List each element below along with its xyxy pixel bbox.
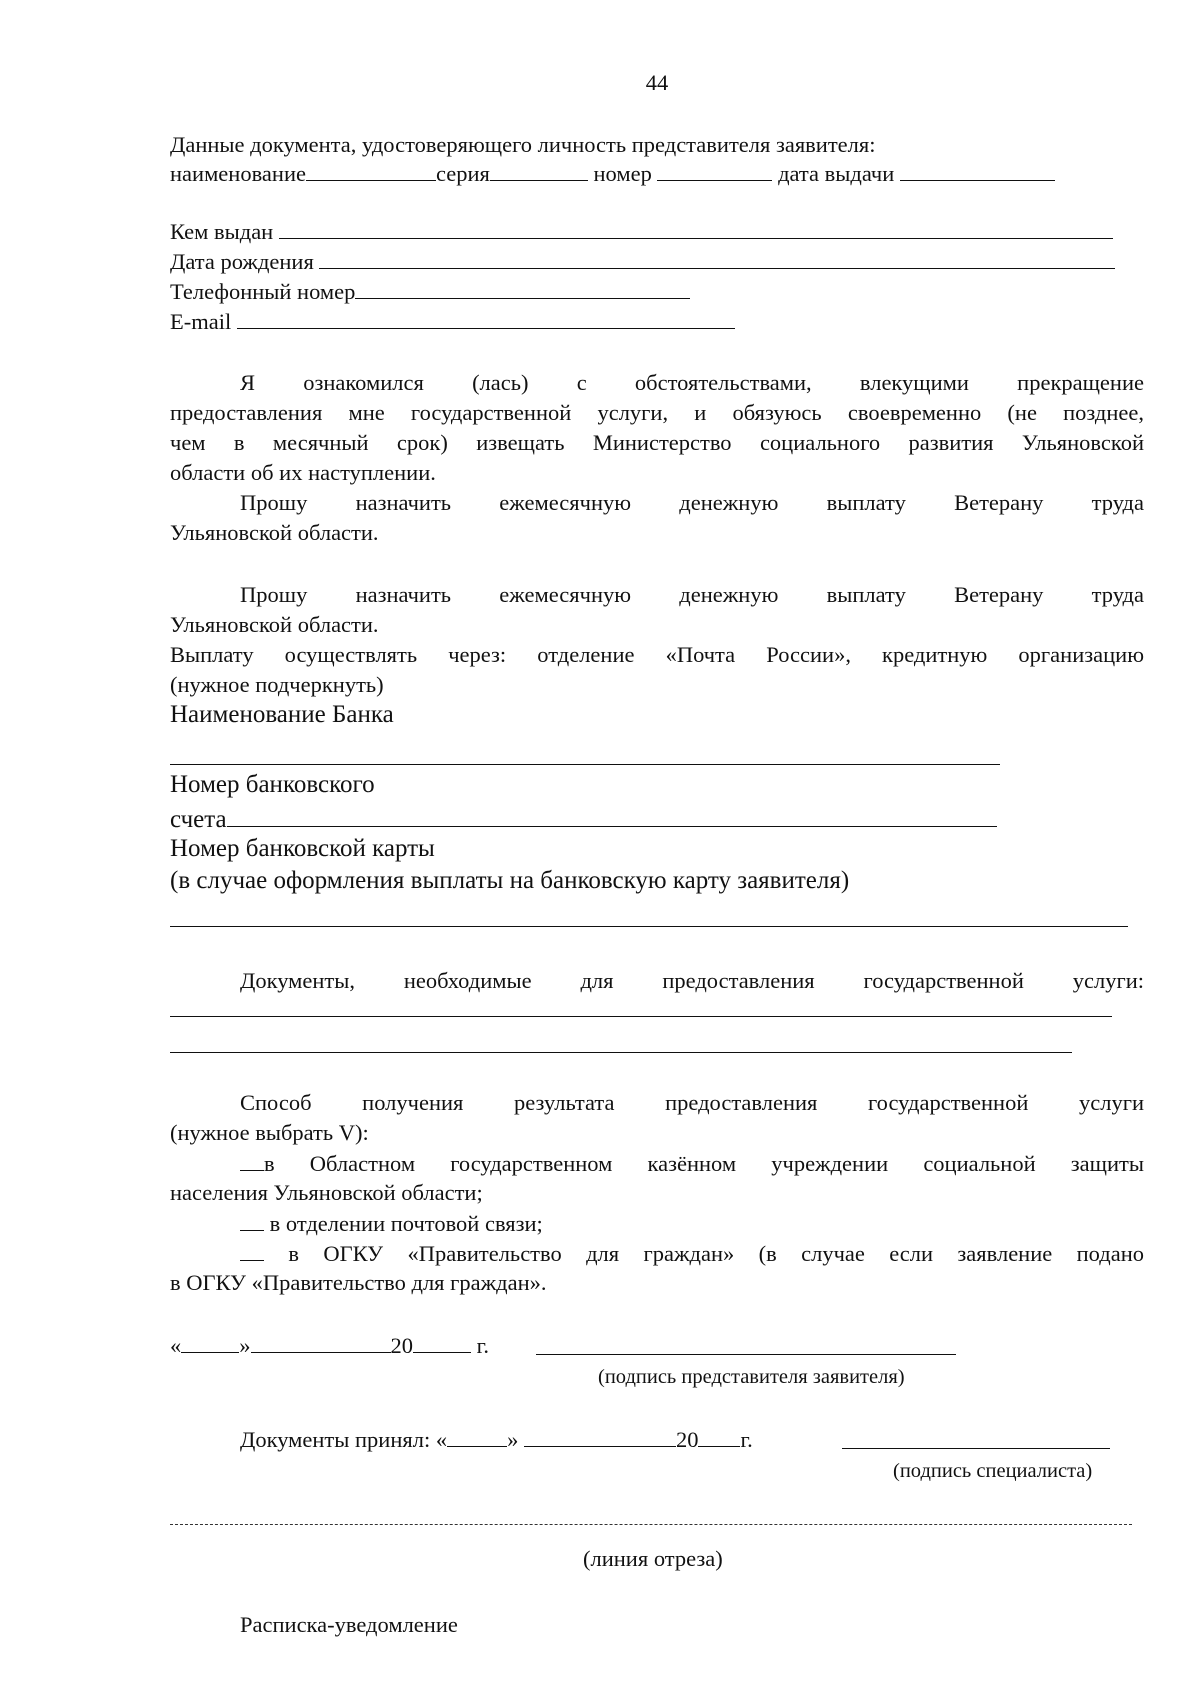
specialist-label: Документы принял: «: [240, 1427, 448, 1452]
ack-line-1: Я ознакомился (лась) с обстоятельствами, влекущими прекращение: [240, 370, 1144, 395]
account-label-1: Номер банковского: [170, 771, 375, 798]
specialist-signature-caption: (подпись специалиста): [893, 1460, 1093, 1482]
applicant-year-suffix: г.: [476, 1333, 489, 1358]
account-row: [170, 802, 1144, 835]
documents-label: Документы, необходимые для предоставления государственной услуги:: [240, 968, 1144, 993]
doc-number-label: номер: [593, 161, 652, 186]
specialist-day-field[interactable]: [447, 1424, 507, 1447]
email-label: E-mail: [170, 309, 232, 334]
birth-date-label: Дата рождения: [170, 249, 314, 274]
issued-by-label: Кем выдан: [170, 219, 274, 244]
open-quote: «: [170, 1333, 182, 1358]
option1-checkbox[interactable]: [240, 1148, 264, 1171]
specialist-year-suffix: г.: [740, 1427, 753, 1452]
option2-checkbox[interactable]: [240, 1208, 264, 1231]
cut-line: [170, 1524, 1132, 1525]
documents-field-2[interactable]: [170, 1052, 1072, 1053]
issued-by-field[interactable]: [279, 216, 1113, 239]
page-number: 44: [645, 70, 669, 95]
result-line-2: (нужное выбрать V):: [170, 1120, 369, 1145]
doc-number-field[interactable]: [657, 158, 772, 181]
close-quote: »: [239, 1333, 251, 1358]
specialist-row: [240, 1424, 1144, 1455]
specialist-signature-field[interactable]: [842, 1448, 1110, 1449]
doc-issue-date-label: дата выдачи: [778, 161, 895, 186]
email-field[interactable]: [237, 306, 735, 329]
documents-field-1[interactable]: [170, 1016, 1112, 1017]
doc-issue-date-field[interactable]: [900, 158, 1055, 181]
phone-row: [170, 276, 1144, 307]
account-label-2: счета: [170, 806, 227, 833]
email-row: [170, 306, 1144, 337]
bank-name-label: Наименование Банка: [170, 701, 394, 728]
ack-line-2: предоставления мне государственной услуги, и обязуюсь своевременно (не позднее,: [170, 400, 1144, 425]
card-field[interactable]: [170, 926, 1128, 927]
option3-checkbox[interactable]: [240, 1238, 264, 1261]
applicant-year-prefix: 20: [390, 1333, 413, 1358]
applicant-day-field[interactable]: [181, 1330, 239, 1353]
specialist-close-quote: »: [507, 1427, 519, 1452]
request2-line-2: Ульяновской области.: [170, 612, 379, 637]
request1-line-1: Прошу назначить ежемесячную денежную выплату Ветерану труда: [240, 490, 1144, 515]
option1-label-a: в Областном государственном казённом учреждении социальной защиты: [264, 1151, 1144, 1176]
bank-name-field[interactable]: [170, 764, 1000, 765]
option3-label-a: в ОГКУ «Правительство для граждан» (в случае если заявление подано: [288, 1241, 1144, 1266]
doc-name-label: наименование: [170, 161, 306, 186]
receipt-title: Расписка-уведомление: [240, 1612, 458, 1637]
result-option-2-row: [240, 1208, 1144, 1239]
option2-label: в отделении почтовой связи;: [269, 1211, 543, 1236]
specialist-month-field[interactable]: [524, 1424, 676, 1447]
doc-series-label: серия: [435, 161, 490, 186]
birth-date-row: [170, 246, 1144, 277]
card-label: Номер банковской карты: [170, 835, 435, 862]
applicant-signature-field[interactable]: [536, 1354, 956, 1355]
phone-field[interactable]: [355, 276, 690, 299]
result-option-3b: в ОГКУ «Правительство для граждан».: [170, 1270, 547, 1295]
ack-line-4: области об их наступлении.: [170, 460, 436, 485]
payment-line-1: Выплату осуществлять через: отделение «Почта России», кредитную организацию: [170, 642, 1144, 667]
result-option-3a-row: [240, 1238, 1144, 1269]
specialist-year-prefix: 20: [675, 1427, 699, 1452]
applicant-month-field[interactable]: [251, 1330, 391, 1353]
ack-line-3: чем в месячный срок) извещать Министерство социального развития Ульяновской: [170, 430, 1144, 455]
cut-line-label: (линия отреза): [583, 1546, 723, 1571]
result-line-1: Способ получения результата предоставления государственной услуги: [240, 1090, 1144, 1115]
specialist-year-field[interactable]: [698, 1424, 740, 1447]
rep-doc-fields: [170, 158, 1144, 189]
request2-line-1: Прошу назначить ежемесячную денежную выплату Ветерану труда: [240, 582, 1144, 607]
applicant-year-field[interactable]: [413, 1330, 471, 1353]
phone-label: Телефонный номер: [170, 279, 356, 304]
issued-by-row: [170, 216, 1144, 247]
result-option-1b: населения Ульяновской области;: [170, 1180, 483, 1205]
applicant-date-row: [170, 1330, 1144, 1361]
account-field[interactable]: [227, 802, 997, 827]
result-option-1a-row: [240, 1148, 1144, 1179]
applicant-signature-caption: (подпись представителя заявителя): [598, 1366, 905, 1388]
rep-doc-heading: Данные документа, удостоверяющего личность представителя заявителя:: [170, 132, 876, 157]
doc-series-field[interactable]: [490, 158, 588, 181]
payment-line-2: (нужное подчеркнуть): [170, 672, 384, 697]
card-note: (в случае оформления выплаты на банковскую карту заявителя): [170, 867, 850, 894]
birth-date-field[interactable]: [319, 246, 1115, 269]
doc-name-field[interactable]: [306, 158, 436, 181]
request1-line-2: Ульяновской области.: [170, 520, 379, 545]
